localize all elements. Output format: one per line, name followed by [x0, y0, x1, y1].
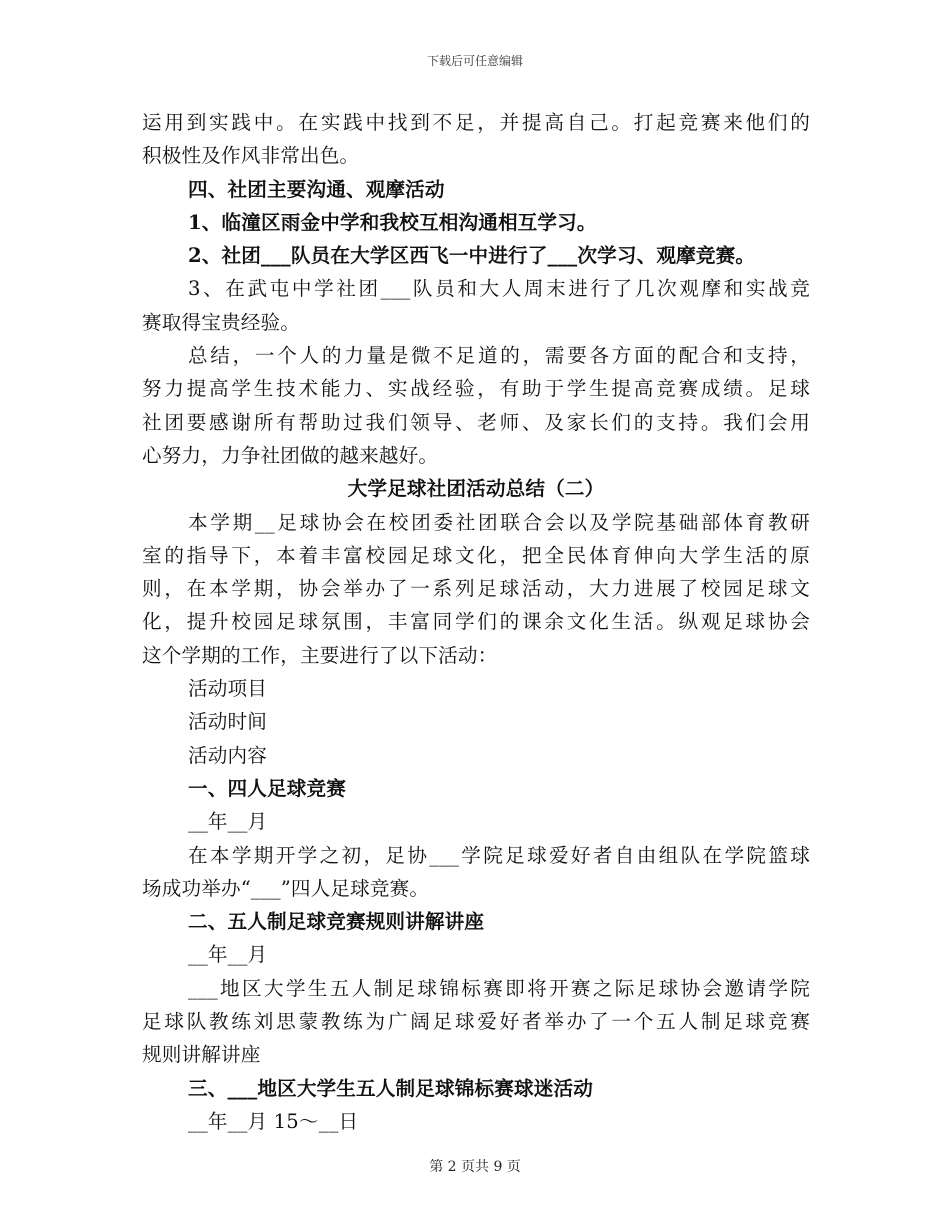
- paragraph-line: 本学期__足球协会在校团委社团联合会以及学院基础部体育教研: [188, 510, 810, 534]
- paragraph-line: 则，在本学期，协会举办了一系列足球活动，大力进展了校园足球文: [142, 577, 810, 601]
- page-header: 下载后可任意编辑: [426, 54, 523, 68]
- paragraph-line: 活动时间: [188, 710, 267, 734]
- document-body: [142, 106, 810, 1138]
- paragraph-line: 赛取得宝贵经验。: [142, 310, 300, 334]
- section-heading: 1、临潼区雨金中学和我校互相沟通相互学习。: [188, 210, 597, 234]
- paragraph-line: 运用到实践中。在实践中找到不足，并提高自己。打起竞赛来他们的: [142, 111, 810, 134]
- paragraph-line: 化，提升校园足球氛围，丰富同学们的课余文化生活。纵观足球协会: [142, 610, 810, 634]
- paragraph-line: 社团要感谢所有帮助过我们领导、老师、及家长们的支持。我们会用: [142, 410, 810, 434]
- section-heading: 三、___地区大学生五人制足球锦标赛球迷活动: [188, 1076, 593, 1100]
- section-heading: 2、社团___队员在大学区西飞一中进行了___次学习、观摩竞赛。: [188, 244, 756, 268]
- paragraph-line: 总结，一个人的力量是微不足道的，需要各方面的配合和支持，: [188, 344, 810, 368]
- paragraph-line: 3、在武屯中学社团___队员和大人周末进行了几次观摩和实战竞: [188, 277, 810, 301]
- page-footer: 第 2 页共 9 页: [429, 1159, 521, 1175]
- paragraph-line: ___地区大学生五人制足球锦标赛即将开赛之际足球协会邀请学院: [188, 976, 810, 1000]
- paragraph-line: __年__月 15～__日: [188, 1109, 359, 1133]
- section-heading: 一、四人足球竞赛: [188, 776, 346, 800]
- paragraph-line: 这个学期的工作，主要进行了以下活动：: [142, 643, 498, 667]
- paragraph-line: 足球队教练刘思蒙教练为广阔足球爱好者举办了一个五人制足球竞赛: [142, 1010, 810, 1034]
- paragraph-line: 积极性及作风非常出色。: [142, 144, 360, 168]
- paragraph-line: 努力提高学生技术能力、实战经验，有助于学生提高竞赛成绩。足球: [142, 377, 810, 401]
- section-heading: 二、五人制足球竞赛规则讲解讲座: [188, 910, 485, 934]
- paragraph-line: 规则讲解讲座: [142, 1043, 261, 1067]
- paragraph-line: 在本学期开学之初，足协___学院足球爱好者自由组队在学院篮球: [188, 843, 810, 867]
- paragraph-line: 活动内容: [188, 743, 267, 767]
- paragraph-line: 室的指导下，本着丰富校园足球文化，把全民体育伸向大学生活的原: [142, 543, 810, 567]
- section-heading: 四、社团主要沟通、观摩活动: [188, 177, 445, 201]
- section-title: 大学足球社团活动总结（二）: [347, 477, 605, 501]
- paragraph-line: 活动项目: [188, 677, 267, 701]
- paragraph-line: __年__月: [188, 810, 268, 834]
- paragraph-line: 场成功举办“___”四人足球竞赛。: [142, 876, 430, 900]
- paragraph-line: __年__月: [188, 943, 268, 967]
- paragraph-line: 心努力，力争社团做的越来越好。: [142, 443, 439, 467]
